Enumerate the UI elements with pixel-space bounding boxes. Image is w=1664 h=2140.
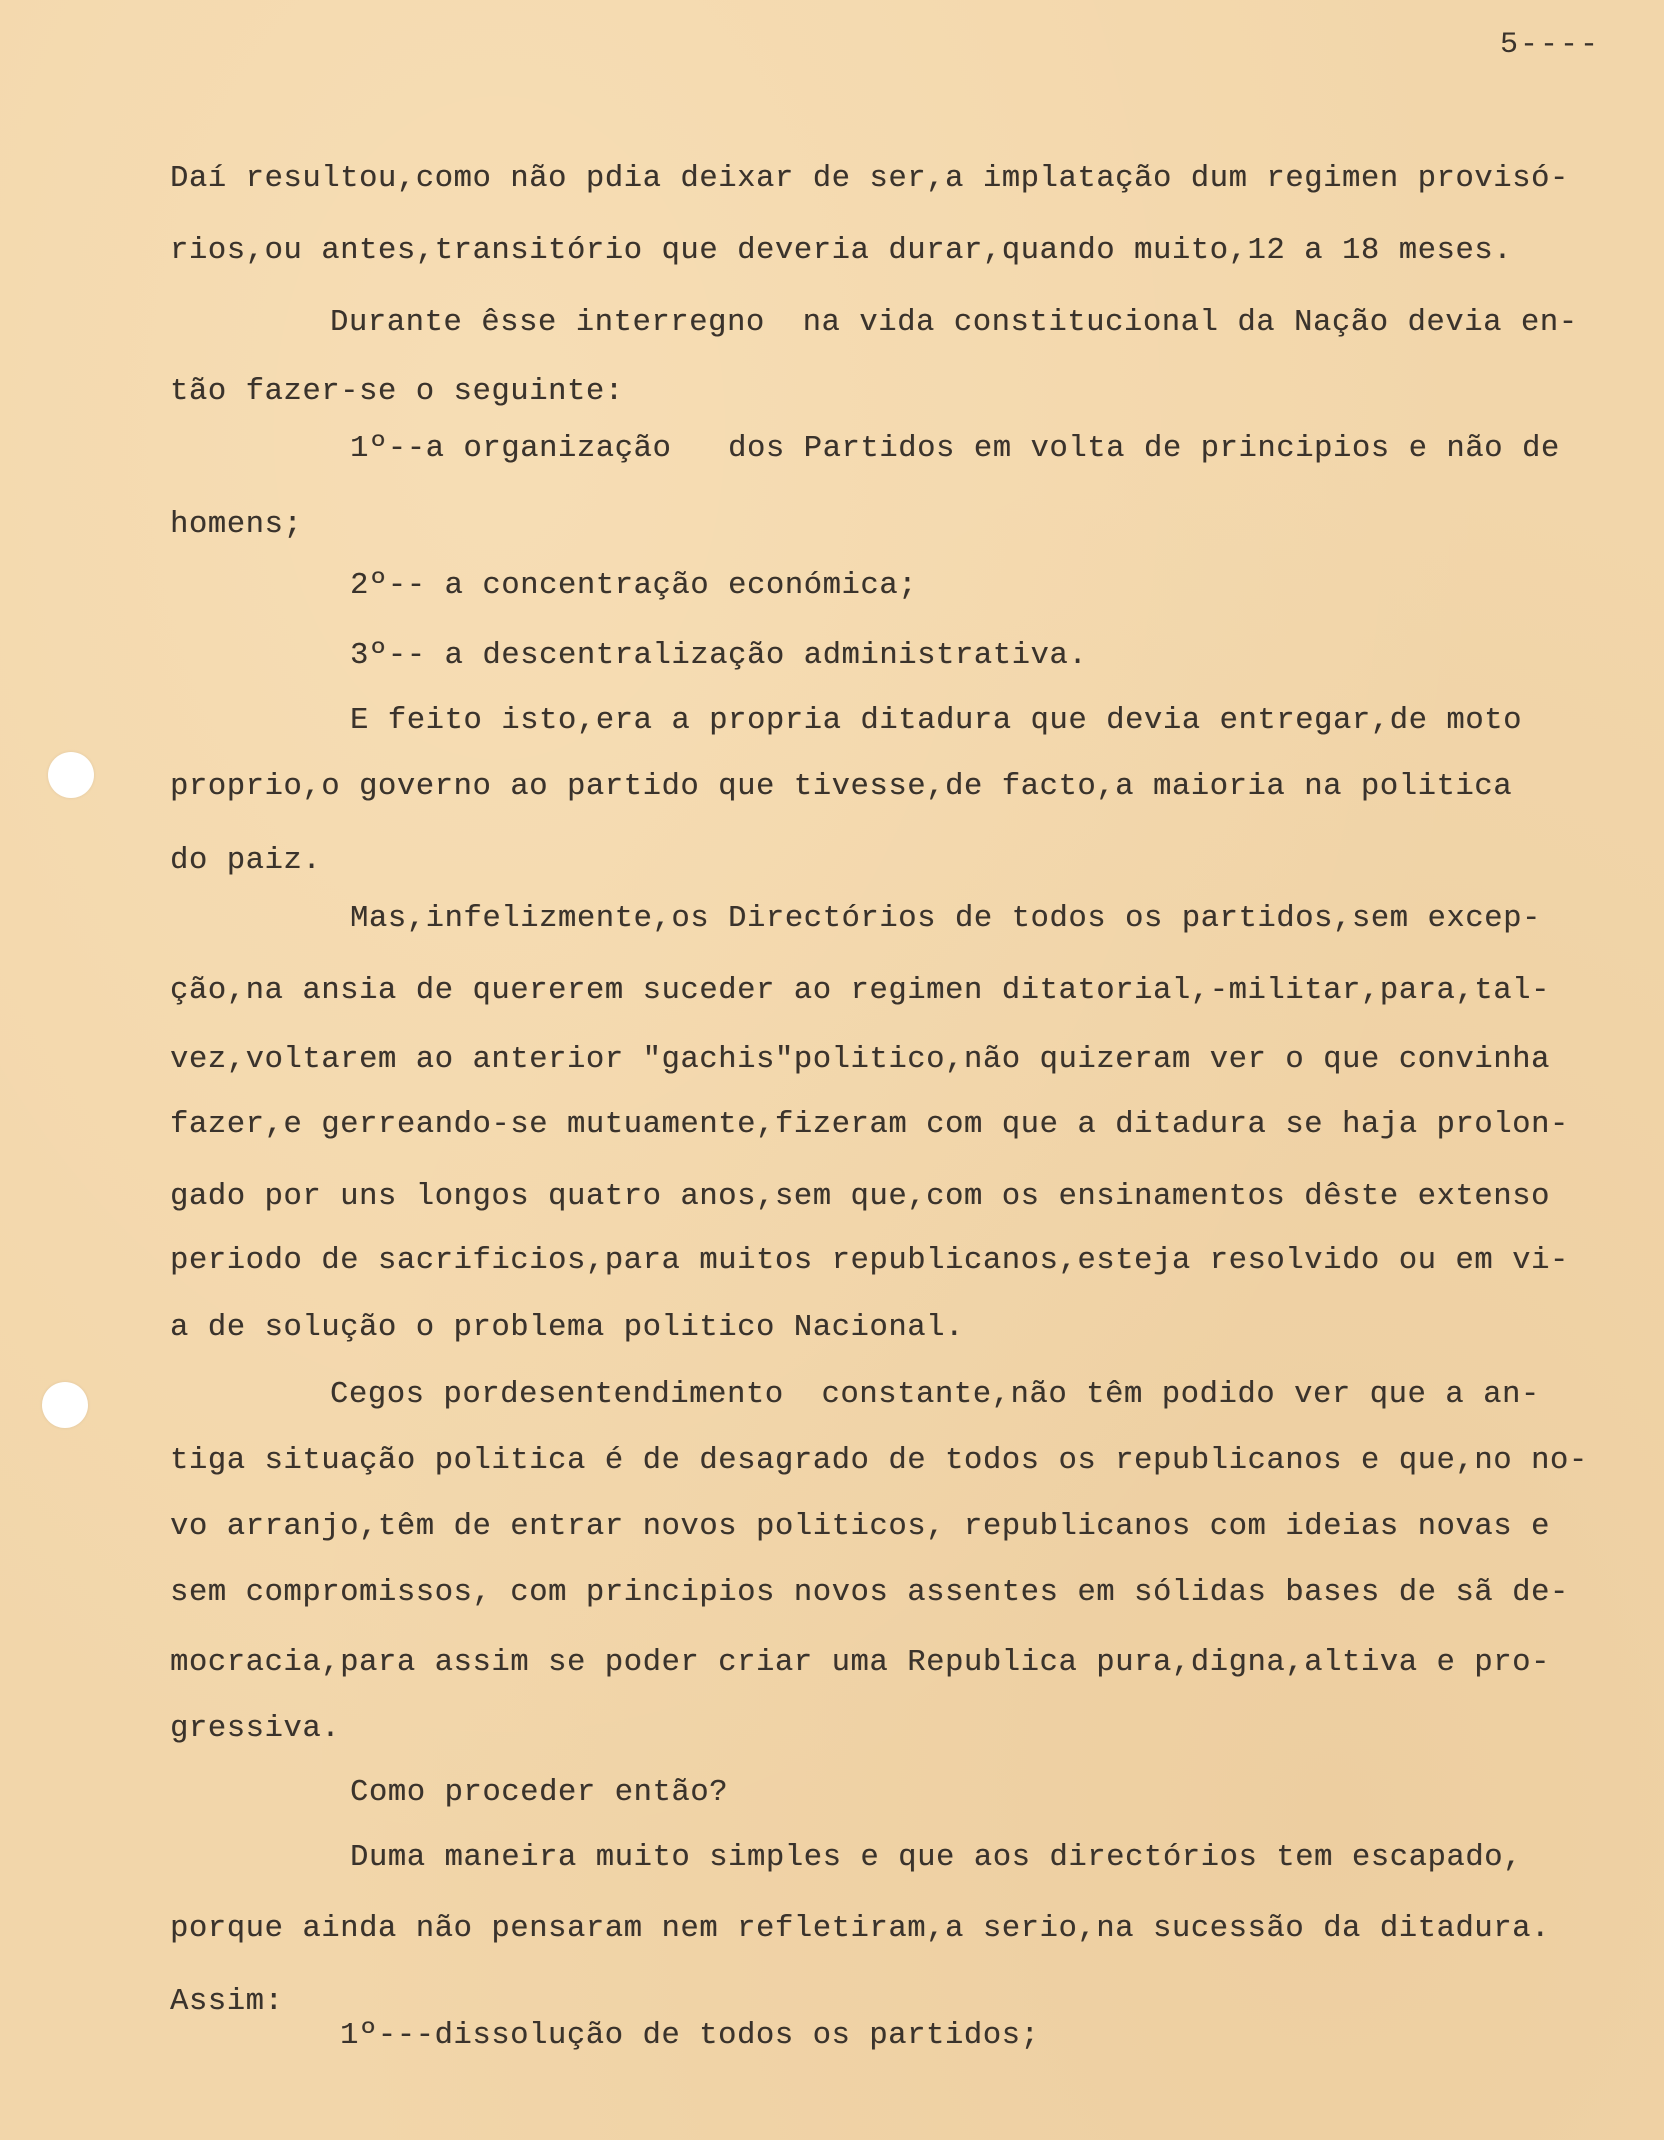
text-line-22: sem compromissos, com principios novos assentes em sólidas bases de sã de-: [170, 1576, 1569, 1610]
text-line-3: Durante êsse interregno na vida constitucional da Nação devia en-: [330, 306, 1578, 340]
text-line-23: mocracia,para assim se poder criar uma Republica pura,digna,altiva e pro-: [170, 1646, 1550, 1680]
text-line-18: a de solução o problema politico Nacional.: [170, 1311, 964, 1345]
text-line-12: Mas,infelizmente,os Directórios de todos os partidos,sem excep-: [350, 902, 1541, 936]
list-item-2: 2º-- a concentração económica;: [350, 569, 918, 603]
list-item-1: 1º--a organização dos Partidos em volta de principios e não de: [350, 432, 1560, 466]
list-item-4: 1º---dissolução de todos os partidos;: [340, 2019, 1040, 2053]
text-line-10: proprio,o governo ao partido que tivesse,de facto,a maioria na politica: [170, 770, 1513, 804]
text-line-9: E feito isto,era a propria ditadura que devia entregar,de moto: [350, 704, 1522, 738]
text-line-19: Cegos pordesentendimento constante,não têm podido ver que a an-: [330, 1378, 1540, 1412]
text-line-24: gressiva.: [170, 1712, 341, 1746]
text-line-20: tiga situação politica é de desagrado de todos os republicanos e que,no no-: [170, 1444, 1588, 1478]
text-line-4: tão fazer-se o seguinte:: [170, 375, 624, 409]
text-line-21: vo arranjo,têm de entrar novos politicos, republicanos com ideias novas e: [170, 1510, 1550, 1544]
text-line-17: periodo de sacrificios,para muitos republicanos,esteja resolvido ou em vi-: [170, 1244, 1569, 1278]
text-line-15: fazer,e gerreando-se mutuamente,fizeram com que a ditadura se haja prolon-: [170, 1108, 1569, 1142]
text-line-11: do paiz.: [170, 844, 322, 878]
text-line-26: Duma maneira muito simples e que aos directórios tem escapado,: [350, 1841, 1522, 1875]
text-line-2: rios,ou antes,transitório que deveria durar,quando muito,12 a 18 meses.: [170, 234, 1513, 268]
text-line-6: homens;: [170, 508, 303, 542]
text-line-14: vez,voltarem ao anterior "gachis"politico,não quizeram ver o que convinha: [170, 1043, 1550, 1077]
text-line-25: Como proceder então?: [350, 1776, 729, 1810]
punch-hole-bottom: [42, 1382, 88, 1428]
text-line-27: porque ainda não pensaram nem refletiram,a serio,na sucessão da ditadura.: [170, 1912, 1550, 1946]
list-item-3: 3º-- a descentralização administrativa.: [350, 639, 1088, 673]
text-line-1: Daí resultou,como não pdia deixar de ser,a implatação dum regimen provisó-: [170, 162, 1569, 196]
text-line-28: Assim:: [170, 1985, 284, 2019]
punch-hole-top: [48, 752, 94, 798]
page-number: 5----: [1500, 28, 1601, 62]
text-line-13: ção,na ansia de quererem suceder ao regimen ditatorial,-militar,para,tal-: [170, 974, 1550, 1008]
text-line-16: gado por uns longos quatro anos,sem que,com os ensinamentos dêste extenso: [170, 1180, 1550, 1214]
